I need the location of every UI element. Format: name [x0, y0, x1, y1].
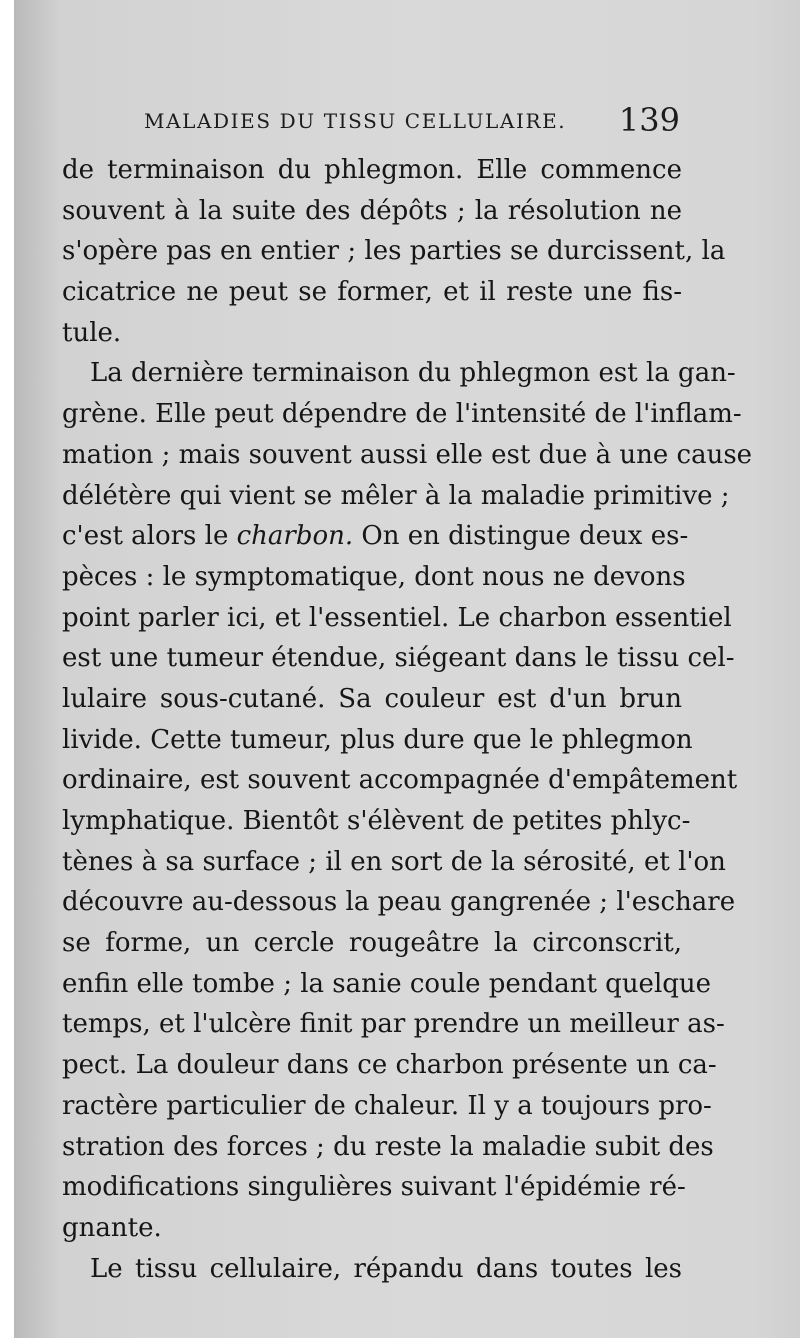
- text-line: cicatrice ne peut se former, et il reste une fis-: [62, 277, 682, 308]
- text-line: souvent à la suite des dépôts ; la résolution ne: [62, 195, 682, 226]
- text-line: stration des forces ; du reste la maladie subit des: [62, 1131, 714, 1162]
- page-header: [62, 101, 682, 145]
- text-line: enfin elle tombe ; la sanie coule pendant quelque: [62, 968, 712, 999]
- text-line: est une tumeur étendue, siégeant dans le tissu cel-: [62, 643, 735, 674]
- text-line: lulaire sous-cutané. Sa couleur est d'un brun: [62, 683, 682, 714]
- running-title: MALADIES DU TISSU CELLULAIRE.: [144, 109, 567, 133]
- text-run: c'est alors le: [62, 521, 237, 552]
- text-line: se forme, un cercle rougeâtre la circonscrit,: [62, 928, 682, 959]
- text-line: de terminaison du phlegmon. Elle commence: [62, 155, 682, 185]
- text-line: délétère qui vient se mêler à la maladie primitive ;: [62, 480, 730, 511]
- text-line: tènes à sa surface ; il en sort de la sérosité, et l'on: [62, 846, 726, 877]
- text-line: mation ; mais souvent aussi elle est due à une cause: [62, 439, 753, 470]
- text-line: temps, et l'ulcère finit par prendre un meilleur as-: [62, 1009, 725, 1040]
- italic-term: charbon.: [236, 521, 354, 552]
- text-line: point parler ici, et l'essentiel. Le charbon essentiel: [62, 602, 732, 633]
- paragraph-first-line: Le tissu cellulaire, répandu dans toutes les: [90, 1253, 682, 1284]
- text-line: s'opère pas en entier ; les parties se durcissent, la: [62, 236, 726, 267]
- text-run: On en distingue deux es-: [353, 521, 689, 552]
- page-number: 139: [618, 101, 680, 139]
- text-line: découvre au-dessous la peau gangrenée ; l'eschare: [62, 887, 736, 918]
- text-line: pect. La douleur dans ce charbon présente un ca-: [62, 1050, 717, 1081]
- text-line: ordinaire, est souvent accompagnée d'empâtement: [62, 765, 738, 796]
- text-line: ractère particulier de chaleur. Il y a toujours pro-: [62, 1090, 712, 1121]
- text-line: pèces : le symptomatique, dont nous ne devons: [62, 561, 686, 592]
- text-line: grène. Elle peut dépendre de l'intensité de l'inflam-: [62, 399, 742, 430]
- paragraph-last-line: gnante.: [62, 1212, 162, 1243]
- text-line: [62, 516, 689, 557]
- text-line: lymphatique. Bientôt s'élèvent de petites phlyc-: [62, 806, 691, 836]
- text-line: modifications singulières suivant l'épidémie ré-: [62, 1172, 686, 1203]
- body-text: [62, 150, 753, 1289]
- text-line: livide. Cette tumeur, plus dure que le phlegmon: [62, 724, 693, 755]
- paragraph-last-line: tule.: [62, 317, 122, 348]
- paragraph-first-line: La dernière terminaison du phlegmon est la gan-: [90, 358, 736, 389]
